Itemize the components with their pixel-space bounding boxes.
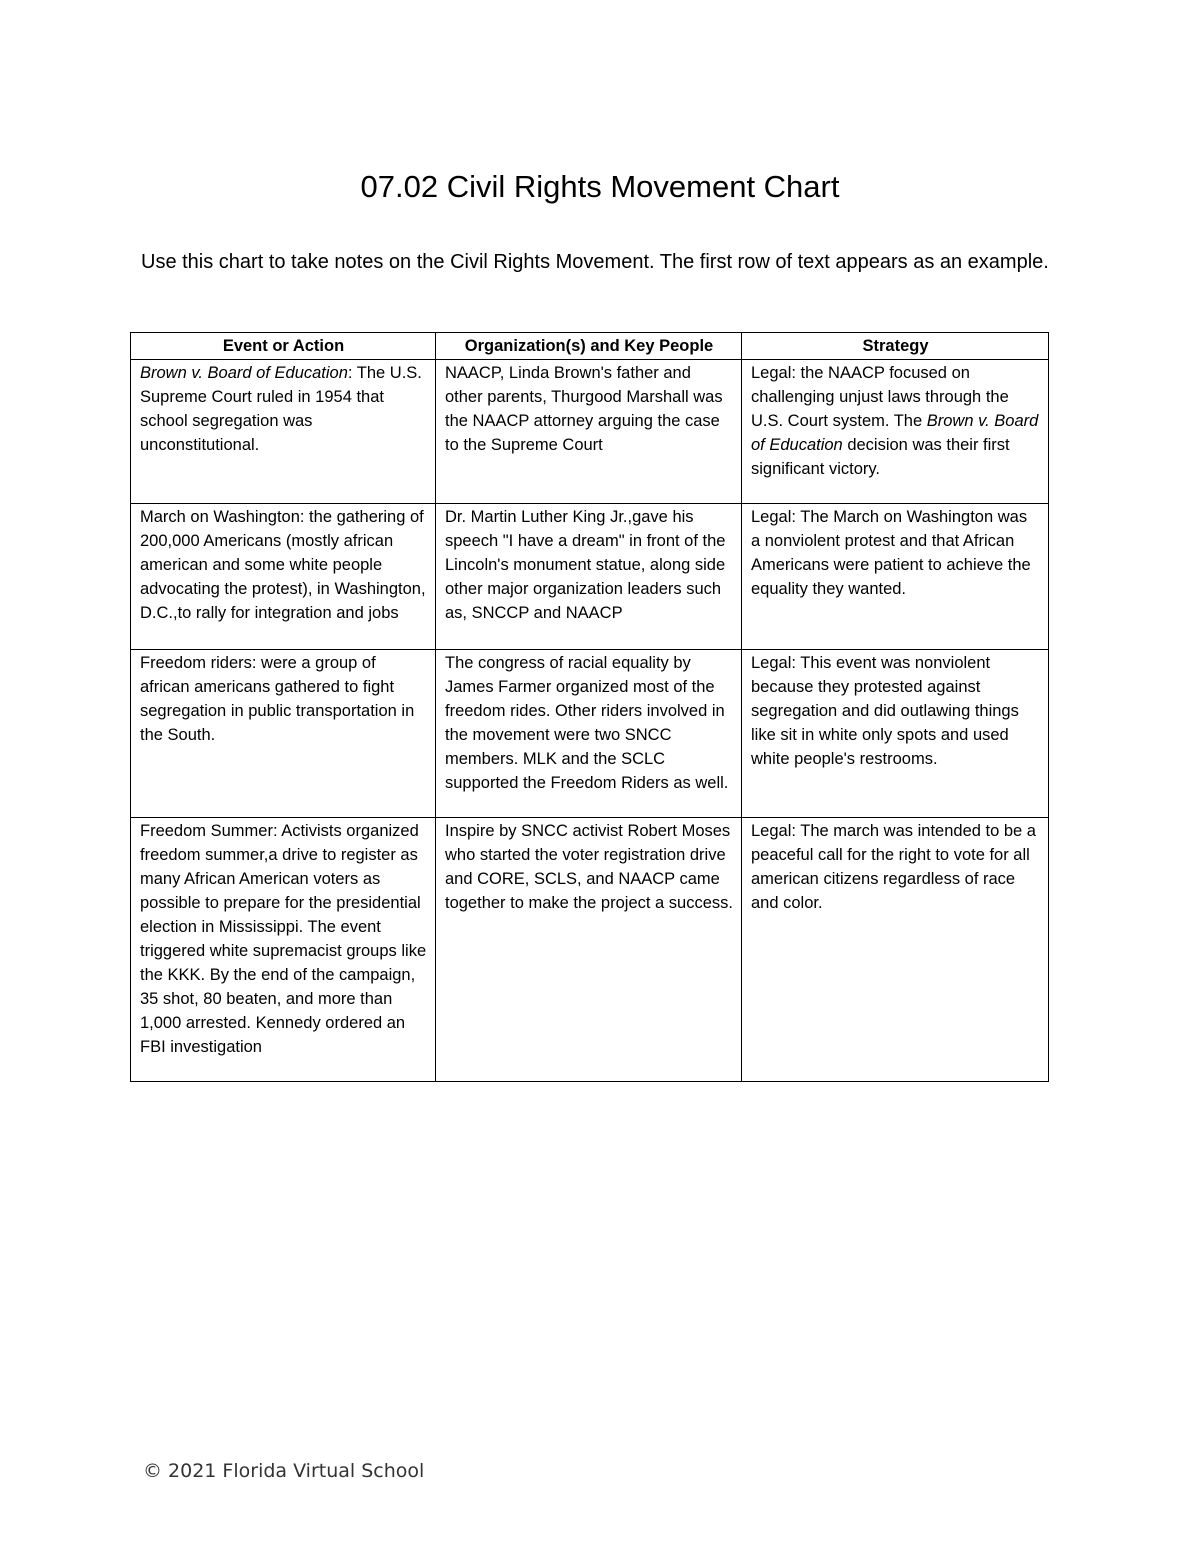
cell-strategy: Legal: The March on Washington was a nonviolent protest and that African Americans were patient to achieve the equality they wanted. — [742, 504, 1049, 650]
header-event-or-action: Event or Action — [131, 333, 436, 360]
cell-event: Freedom Summer: Activists organized freedom summer,a drive to register as many African American voters as possible to prepare for the presidential election in Mississippi. The event triggered white supremacist groups like the KKK. By the end of the campaign, 35 shot, 80 beaten, and more than 1,000 arrested. Kennedy ordered an FBI investigation — [131, 818, 436, 1082]
cell-organization: The congress of racial equality by James Farmer organized most of the freedom rides. Other riders involved in the movement were two SNCC members. MLK and the SCLC supported the Freedom Riders as well. — [436, 650, 742, 818]
header-organizations-key-people: Organization(s) and Key People — [436, 333, 742, 360]
table-row — [131, 504, 1049, 650]
cell-strategy: Legal: The march was intended to be a peaceful call for the right to vote for all american citizens regardless of race and color. — [742, 818, 1049, 1082]
header-strategy: Strategy — [742, 333, 1049, 360]
table-row — [131, 818, 1049, 1082]
page-title: 07.02 Civil Rights Movement Chart — [360, 169, 840, 204]
strategy-italic-title: Brown v. Board of Education — [751, 412, 1039, 454]
cell-organization: Dr. Martin Luther King Jr.,gave his speech "I have a dream" in front of the Lincoln's monument statue, along side other major organization leaders such as, SNCCP and NAACP — [436, 504, 742, 650]
cell-strategy — [742, 360, 1049, 504]
cell-event — [131, 360, 436, 504]
event-italic-title: Brown v. Board of Education — [140, 364, 348, 382]
table-row — [131, 360, 1049, 504]
cell-strategy: Legal: This event was nonviolent because they protested against segregation and did outlawing things like sit in white only spots and used white people's restrooms. — [742, 650, 1049, 818]
strategy-text-a: Legal: the NAACP focused on challenging unjust laws through the U.S. Court system. The — [751, 364, 1009, 430]
event-description: : The U.S. Supreme Court ruled in 1954 that school segregation was unconstitutional. — [140, 364, 422, 454]
cell-organization: NAACP, Linda Brown's father and other parents, Thurgood Marshall was the NAACP attorney arguing the case to the Supreme Court — [436, 360, 742, 504]
table-row — [131, 650, 1049, 818]
instructions-text: Use this chart to take notes on the Civil Rights Movement. The first row of text appears as an example. — [141, 251, 1049, 273]
cell-event: Freedom riders: were a group of african americans gathered to fight segregation in public transportation in the South. — [131, 650, 436, 818]
table-header-row — [131, 333, 1049, 360]
footer-copyright: © 2021 Florida Virtual School — [143, 1460, 425, 1482]
cell-event: March on Washington: the gathering of 200,000 Americans (mostly african american and some white people advocating the protest), in Washington, D.C.,to rally for integration and jobs — [131, 504, 436, 650]
cell-organization: Inspire by SNCC activist Robert Moses who started the voter registration drive and CORE, SCLS, and NAACP came together to make the project a success. — [436, 818, 742, 1082]
strategy-text-b: decision was their first significant victory. — [751, 436, 1010, 478]
civil-rights-chart-table — [130, 332, 1049, 1082]
